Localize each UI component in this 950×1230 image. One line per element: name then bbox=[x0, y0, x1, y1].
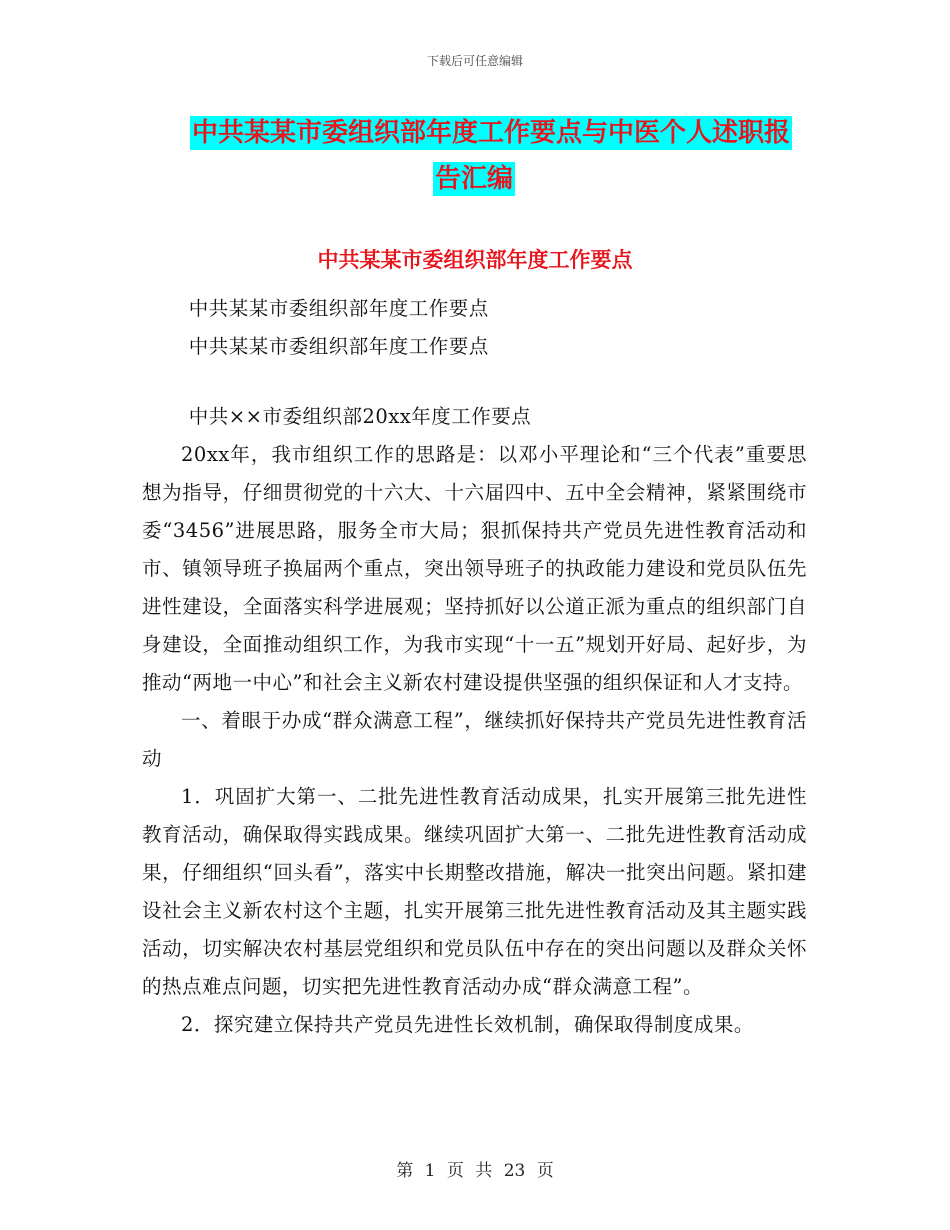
body-paragraph-1: 中共某某市委组织部年度工作要点 bbox=[188, 297, 489, 320]
header-note: 下载后可任意编辑 bbox=[426, 54, 523, 68]
document-body bbox=[142, 290, 807, 1044]
title-highlight-1: 中共某某市委组织部年度工作要点与中医个人述职报 bbox=[192, 118, 791, 148]
document-title-line-2 bbox=[190, 156, 810, 202]
body-paragraph-7: 2．探究建立保持共产党员先进性长效机制，确保取得制度成果。 bbox=[181, 1013, 754, 1036]
body-paragraph-6: 1．巩固扩大第一、二批先进性教育活动成果，扎实开展第三批先进性教育活动，确保取得实践成果。继续巩固扩大第一、二批先进性教育活动成果，仔细组织“回头看”，落实中长期整改措施，解决一批突出问题。紧扣建设社会主义新农村这个主题，扎实开展第三批先进性教育活动及其主题实践活动，切实解决农村基层党组织和党员队伍中存在的突出问题以及群众关怀的热点难点问题，切实把先进性教育活动办成“群众满意工程”。 bbox=[142, 785, 807, 998]
section-heading: 中共某某市委组织部年度工作要点 bbox=[317, 248, 633, 272]
body-paragraph-4: 20xx年，我市组织工作的思路是：以邓小平理论和“三个代表”重要思想为指导，仔细贯彻党的十六大、十六届四中、五中全会精神，紧紧围绕市委“3456”进展思路，服务全市大局；狠抓保持共产党员先进性教育活动和市、镇领导班子换届两个重点，突出领导班子的执政能力建设和党员队伍先进性建设，全面落实科学进展观；坚持抓好以公道正派为重点的组织部门自身建设，全面推动组织工作，为我市实现“十一五”规划开好局、起好步，为推动“两地一中心”和社会主义新农村建设提供坚强的组织保证和人才支持。 bbox=[142, 443, 807, 694]
body-paragraph-5: 一、着眼于办成“群众满意工程”，继续抓好保持共产党员先进性教育活动 bbox=[142, 709, 807, 770]
body-paragraph-3: 中共××市委组织部20xx年度工作要点 bbox=[188, 405, 532, 428]
document-title-line-1 bbox=[190, 110, 810, 156]
document-title bbox=[190, 110, 810, 202]
title-highlight-2: 告汇编 bbox=[435, 164, 514, 194]
paragraph-spacer bbox=[142, 366, 807, 398]
page-number-footer: 第 1 页 共 23 页 bbox=[396, 1161, 554, 1181]
body-paragraph-2: 中共某某市委组织部年度工作要点 bbox=[188, 335, 489, 358]
